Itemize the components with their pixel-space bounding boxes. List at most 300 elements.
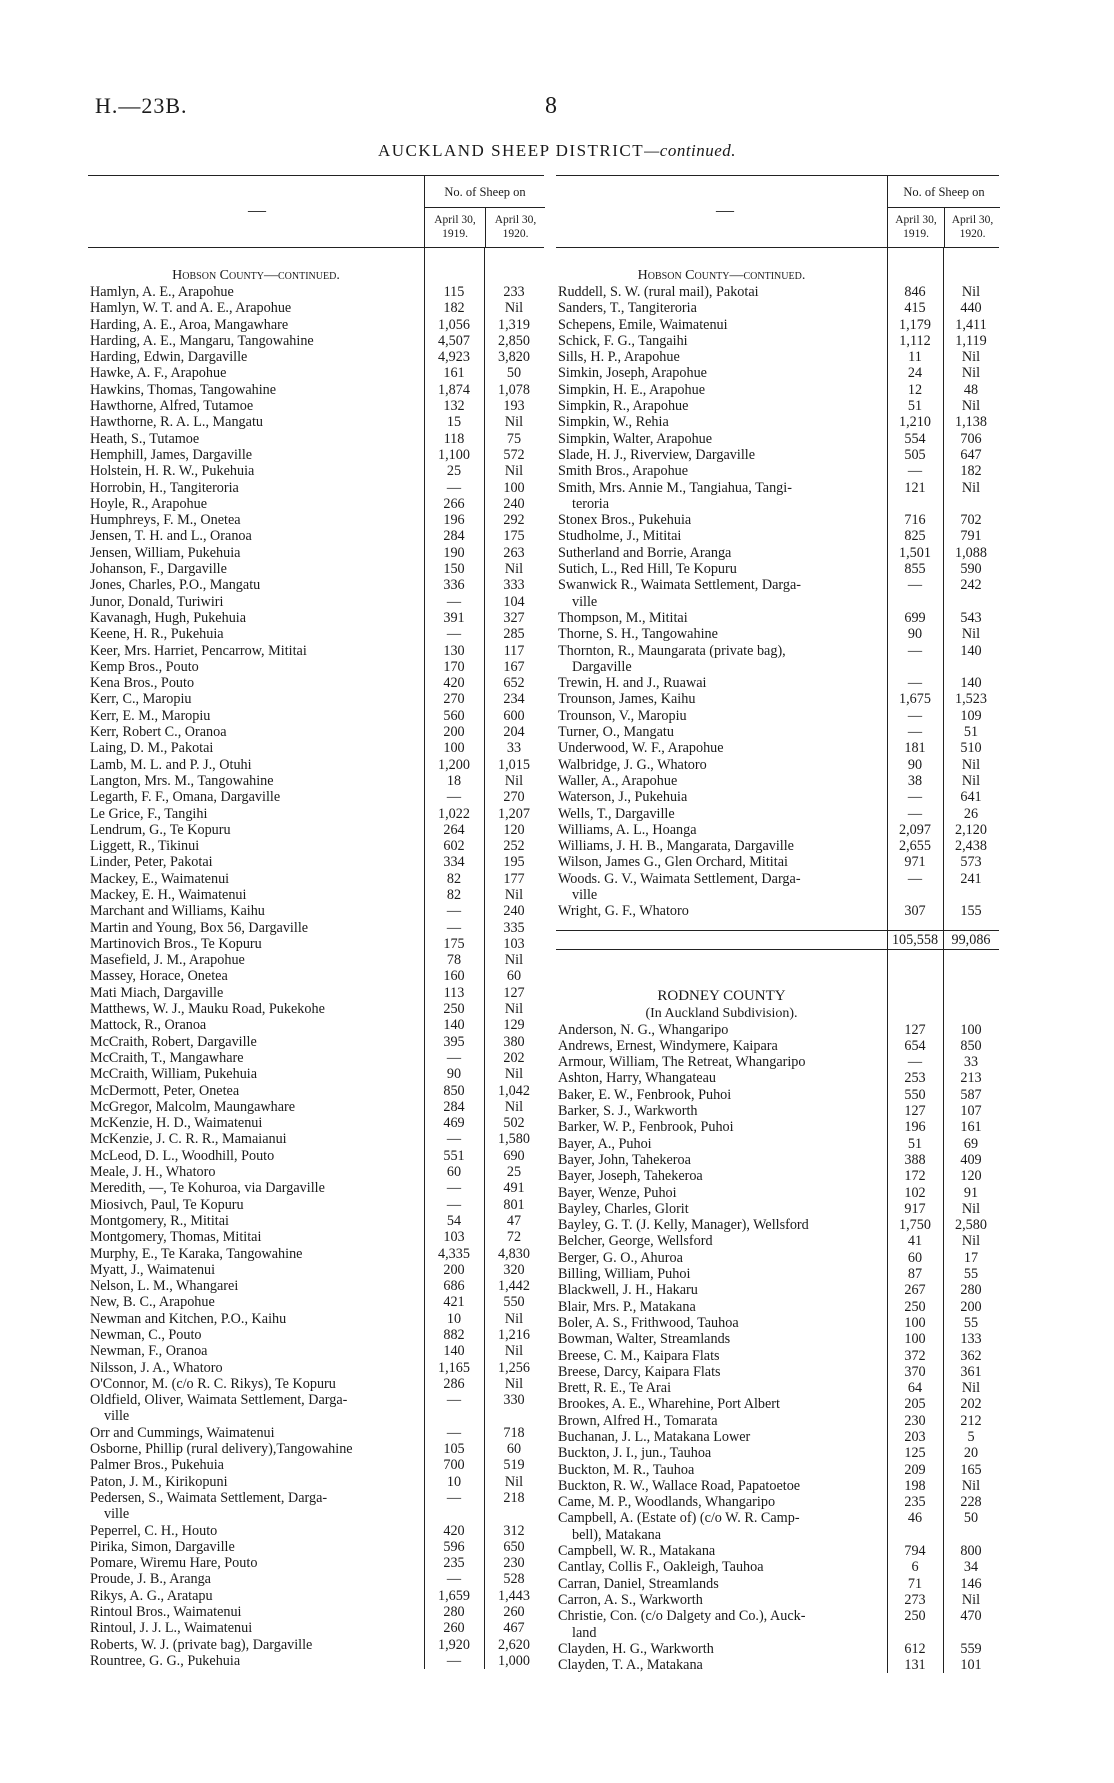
value-1919: 131 xyxy=(904,1657,926,1674)
left-section-title: Hobson County—continued. xyxy=(172,268,340,283)
entry-name-text: Anderson, N. G., Whangaripo xyxy=(558,1021,729,1038)
table-row xyxy=(88,1148,544,1164)
value-1919: 846 xyxy=(904,284,926,300)
entry-name xyxy=(88,1620,424,1636)
entry-name xyxy=(88,333,424,349)
entry-name-text: McGregor, Malcolm, Maungawhare xyxy=(90,1098,296,1115)
value-1920: 333 xyxy=(503,577,525,594)
entry-name xyxy=(556,1462,887,1478)
value-1919: 113 xyxy=(443,984,465,1001)
value-1920: 212 xyxy=(960,1412,982,1429)
table-row xyxy=(88,838,544,854)
entry-name-text: Stonex Bros., Pukehuia xyxy=(558,512,692,529)
entry-name xyxy=(556,1233,887,1249)
value-1919: 421 xyxy=(443,1294,465,1311)
entry-name xyxy=(556,643,887,676)
table-row xyxy=(88,528,544,544)
section-gap xyxy=(556,950,999,988)
entry-name xyxy=(88,789,424,805)
value-1919: 105 xyxy=(443,1441,465,1458)
table-row xyxy=(88,1474,544,1490)
entry-name-text: Thorne, S. H., Tangowahine xyxy=(558,626,718,643)
value-1920: Nil xyxy=(504,1473,524,1490)
table-row xyxy=(556,1510,999,1543)
entry-name xyxy=(88,561,424,577)
table-row xyxy=(88,1571,544,1587)
entry-name xyxy=(556,1315,887,1331)
value-1920: Nil xyxy=(961,349,981,366)
entry-name-text: Horrobin, H., Tangiteroria xyxy=(90,479,239,496)
entry-name xyxy=(556,675,887,691)
value-1920: 1,216 xyxy=(498,1327,530,1343)
table-row xyxy=(88,822,544,838)
entry-name-text: Rountree, G. G., Pukehuia xyxy=(90,1652,241,1669)
entry-name-text: Mati Miach, Dargaville xyxy=(90,984,224,1001)
entry-name-text: Boler, A. S., Frithwood, Tauhoa xyxy=(558,1314,739,1331)
value-1920: 491 xyxy=(503,1180,525,1197)
entry-name xyxy=(88,1001,424,1017)
value-1919: 794 xyxy=(904,1543,926,1560)
table-row xyxy=(88,1620,544,1636)
value-1919: 420 xyxy=(443,675,465,692)
table-row xyxy=(556,871,999,904)
table-row xyxy=(556,1348,999,1364)
entry-name xyxy=(88,545,424,561)
table-row xyxy=(556,577,999,610)
value-1919: — xyxy=(907,1054,923,1071)
entry-name-text: Harding, A. E., Aroa, Mangawhare xyxy=(90,316,289,333)
value-1919: 130 xyxy=(443,642,465,659)
entry-name-text: Simpkin, W., Rehia xyxy=(558,414,669,431)
entry-name-text: Thompson, M., Mititai xyxy=(558,609,688,626)
value-1920: 104 xyxy=(503,593,525,610)
table-row xyxy=(556,1054,999,1070)
entry-name xyxy=(88,1637,424,1653)
value-1920: 228 xyxy=(960,1494,982,1511)
table-row xyxy=(88,398,544,414)
value-1920: 252 xyxy=(503,838,525,855)
entry-name xyxy=(556,1576,887,1592)
value-1919: 182 xyxy=(443,300,465,317)
left-header-group-title: No. of Sheep on xyxy=(444,185,526,199)
entry-name xyxy=(556,789,887,805)
value-1920: 1,411 xyxy=(955,316,987,333)
value-1919: 90 xyxy=(907,756,923,773)
table-row xyxy=(556,1462,999,1478)
entry-name-continuation: ville xyxy=(572,593,598,610)
entry-name xyxy=(556,414,887,430)
entry-name xyxy=(556,1152,887,1168)
page-number: 8 xyxy=(545,93,557,119)
entry-name xyxy=(88,1441,424,1457)
value-1919: — xyxy=(446,903,462,920)
document-code: H.—23B. xyxy=(95,93,188,118)
value-1919: 121 xyxy=(904,479,926,496)
entry-name xyxy=(88,1115,424,1131)
entry-name xyxy=(88,512,424,528)
table-row xyxy=(88,349,544,365)
value-1920: 100 xyxy=(503,479,525,496)
right-column xyxy=(556,175,999,1673)
table-row xyxy=(556,528,999,544)
entry-name-text: Nilsson, J. A., Whatoro xyxy=(90,1359,223,1376)
entry-name-text: Clayden, T. A., Matakana xyxy=(558,1657,703,1674)
value-1919: 25 xyxy=(446,463,462,480)
value-1920: 550 xyxy=(503,1294,525,1311)
value-1919: 175 xyxy=(443,935,465,952)
value-1919: 699 xyxy=(904,609,926,626)
value-1920: 25 xyxy=(506,1164,522,1181)
entry-name xyxy=(556,1559,887,1575)
value-1919: 388 xyxy=(904,1151,926,1168)
value-1919: 550 xyxy=(904,1086,926,1103)
table-row xyxy=(88,300,544,316)
entry-name-text: Buckton, M. R., Tauhoa xyxy=(558,1461,695,1478)
value-1919: 51 xyxy=(907,1135,923,1152)
entry-name-text: Belcher, George, Wellsford xyxy=(558,1233,713,1250)
value-1920: 140 xyxy=(960,642,982,659)
value-1920: 2,580 xyxy=(955,1217,987,1234)
table-row xyxy=(556,1576,999,1592)
value-1919: 18 xyxy=(446,772,462,789)
value-1919: 1,659 xyxy=(438,1587,470,1604)
value-1920: 107 xyxy=(960,1103,982,1120)
entry-name-text: Armour, William, The Retreat, Whangaripo xyxy=(558,1054,806,1071)
value-1920: 543 xyxy=(960,609,982,626)
entry-name-continuation: Dargaville xyxy=(572,658,632,675)
entry-name-continuation: bell), Matakana xyxy=(572,1526,662,1543)
right-table-body xyxy=(556,248,999,1673)
value-1919: — xyxy=(907,675,923,692)
table-row xyxy=(88,1457,544,1473)
right-header-group-title: No. of Sheep on xyxy=(903,185,985,199)
table-row xyxy=(556,349,999,365)
value-1920: 361 xyxy=(960,1363,982,1380)
left-column xyxy=(88,175,544,1669)
page-title xyxy=(0,141,1114,161)
entry-name-text: Kemp Bros., Pouto xyxy=(90,658,199,675)
value-1919: 102 xyxy=(904,1184,926,1201)
value-1919: 1,200 xyxy=(438,756,470,773)
entry-name-text: Kena Bros., Pouto xyxy=(90,675,195,692)
entry-name xyxy=(556,740,887,756)
entry-name xyxy=(88,920,424,936)
entry-name xyxy=(556,284,887,300)
value-1920: 652 xyxy=(503,675,525,692)
value-1920: 2,620 xyxy=(498,1636,530,1653)
value-1920: 120 xyxy=(960,1168,982,1185)
value-1920: 72 xyxy=(506,1229,522,1246)
value-1920: Nil xyxy=(504,1343,524,1360)
entry-name-text: Williams, J. H. B., Mangarata, Dargaville xyxy=(558,838,794,855)
entry-name-text: Bayer, A., Puhoi xyxy=(558,1135,652,1152)
entry-name xyxy=(88,724,424,740)
entry-name-text: Kerr, Robert C., Oranoa xyxy=(90,724,227,741)
entry-name-text: Hawke, A. F., Arapohue xyxy=(90,365,227,382)
table-row xyxy=(88,936,544,952)
entry-name-text: Pirika, Simon, Dargaville xyxy=(90,1538,235,1555)
entry-name-text: Hemphill, James, Dargaville xyxy=(90,446,253,463)
entry-name xyxy=(556,1168,887,1184)
table-row xyxy=(88,903,544,919)
entry-name-text: Campbell, W. R., Matakana xyxy=(558,1543,716,1560)
entry-name-text: Sutich, L., Red Hill, Te Kopuru xyxy=(558,561,737,578)
entry-name xyxy=(88,952,424,968)
value-1920: 573 xyxy=(960,854,982,871)
entry-name xyxy=(88,1246,424,1262)
table-row xyxy=(88,1180,544,1196)
value-1920: 791 xyxy=(960,528,982,545)
table-row xyxy=(88,1604,544,1620)
value-1920: 69 xyxy=(963,1135,979,1152)
entry-name-text: Mattock, R., Oranoa xyxy=(90,1017,207,1034)
value-1920: Nil xyxy=(504,414,524,431)
value-1920: 572 xyxy=(503,446,525,463)
entry-name-text: Trounson, V., Maropiu xyxy=(558,707,687,724)
entry-name xyxy=(88,854,424,870)
table-row xyxy=(556,708,999,724)
entry-name-text: Smith, Mrs. Annie M., Tangiahua, Tangi- xyxy=(558,479,792,496)
value-1919: 1,750 xyxy=(899,1217,931,1234)
entry-name-text: Williams, A. L., Hoanga xyxy=(558,821,697,838)
table-row xyxy=(556,1608,999,1641)
table-row xyxy=(556,1494,999,1510)
value-1920: 800 xyxy=(960,1543,982,1560)
entry-name-text: Underwood, W. F., Arapohue xyxy=(558,740,724,757)
value-1919: 203 xyxy=(904,1429,926,1445)
entry-name-text: Waller, A., Arapohue xyxy=(558,772,678,789)
value-1920: 270 xyxy=(503,789,525,806)
entry-name xyxy=(556,854,887,870)
value-1919: 2,655 xyxy=(899,838,931,855)
entry-name-text: Breese, Darcy, Kaipara Flats xyxy=(558,1363,721,1380)
entry-name xyxy=(556,903,887,919)
value-1920: 2,850 xyxy=(498,332,530,349)
value-1919: 196 xyxy=(443,512,465,529)
value-1919: 6 xyxy=(911,1559,919,1576)
table-row xyxy=(556,317,999,333)
right-header-dash: — xyxy=(716,200,734,220)
value-1919: 395 xyxy=(443,1033,465,1050)
value-1919: 230 xyxy=(904,1412,926,1429)
entry-name-text: McKenzie, H. D., Waimatenui xyxy=(90,1115,263,1132)
entry-name xyxy=(88,610,424,626)
entry-name-text: Meale, J. H., Whatoro xyxy=(90,1164,216,1181)
value-1920: 285 xyxy=(503,626,525,643)
table-row xyxy=(556,1022,999,1038)
entry-name xyxy=(556,724,887,740)
entry-name xyxy=(88,1490,424,1523)
value-1919: — xyxy=(446,626,462,643)
entry-name xyxy=(556,1364,887,1380)
entry-name xyxy=(88,1213,424,1229)
value-1919: 825 xyxy=(904,528,926,545)
table-row xyxy=(556,1136,999,1152)
entry-name-text: Swanwick R., Waimata Settlement, Darga- xyxy=(558,577,802,594)
entry-name xyxy=(88,1588,424,1604)
entry-name xyxy=(556,1217,887,1233)
value-1920: 1,523 xyxy=(955,691,987,708)
value-1919: — xyxy=(907,707,923,724)
table-row xyxy=(88,1229,544,1245)
entry-name xyxy=(556,610,887,626)
table-row xyxy=(88,1425,544,1441)
entry-name-text: McCraith, T., Mangawhare xyxy=(90,1049,244,1066)
value-1920: 510 xyxy=(960,740,982,757)
value-1919: 336 xyxy=(443,577,465,594)
entry-name xyxy=(556,871,887,904)
entry-name-text: Hamlyn, A. E., Arapohue xyxy=(90,284,234,300)
entry-name-text: Carran, Daniel, Streamlands xyxy=(558,1575,719,1592)
entry-name xyxy=(556,822,887,838)
value-1919: 161 xyxy=(443,365,465,382)
table-row xyxy=(88,1262,544,1278)
table-row xyxy=(88,773,544,789)
entry-name xyxy=(88,1164,424,1180)
value-1920: 1,319 xyxy=(498,316,530,333)
value-1919: 654 xyxy=(904,1037,926,1054)
entry-name-text: Wilson, James G., Glen Orchard, Mititai xyxy=(558,854,788,871)
table-row xyxy=(556,1364,999,1380)
value-1919: 307 xyxy=(904,903,926,920)
entry-name xyxy=(556,480,887,513)
value-1920: 75 xyxy=(506,430,522,447)
entry-name-text: Barker, W. P., Fenbrook, Puhoi xyxy=(558,1119,734,1136)
value-1919: 200 xyxy=(443,724,465,741)
table-row xyxy=(88,447,544,463)
entry-name xyxy=(88,284,424,300)
entry-name xyxy=(88,1262,424,1278)
entry-name xyxy=(556,317,887,333)
entry-name xyxy=(556,1201,887,1217)
total-row xyxy=(556,930,999,950)
entry-name xyxy=(556,1608,887,1641)
table-row xyxy=(556,1282,999,1298)
entry-name xyxy=(88,1278,424,1294)
value-1919: 469 xyxy=(443,1115,465,1132)
value-1919: 160 xyxy=(443,968,465,985)
value-1919: 260 xyxy=(443,1620,465,1637)
entry-name-text: Keene, H. R., Pukehuia xyxy=(90,626,224,643)
value-1919: 716 xyxy=(904,512,926,529)
value-1919: 196 xyxy=(904,1119,926,1136)
value-1920: 155 xyxy=(960,903,982,920)
entry-name xyxy=(556,1266,887,1282)
entry-name-text: Studholme, J., Mititai xyxy=(558,528,682,545)
table-row xyxy=(556,1185,999,1201)
entry-name xyxy=(88,382,424,398)
entry-name xyxy=(556,1380,887,1396)
entry-name-text: Laing, D. M., Pakotai xyxy=(90,740,214,757)
value-1920: 60 xyxy=(506,968,522,985)
value-1920: 587 xyxy=(960,1086,982,1103)
entry-name xyxy=(88,1066,424,1082)
value-1919: 267 xyxy=(904,1282,926,1299)
value-1919: 82 xyxy=(446,886,462,903)
value-1919: 54 xyxy=(446,1212,462,1229)
value-1920: Nil xyxy=(504,886,524,903)
entry-name-text: Hawthorne, R. A. L., Mangatu xyxy=(90,414,263,431)
value-1919: — xyxy=(907,724,923,741)
value-1920: 470 xyxy=(960,1608,982,1625)
entry-name xyxy=(556,1282,887,1298)
value-1920: 161 xyxy=(960,1119,982,1136)
entry-name-text: Barker, S. J., Warkworth xyxy=(558,1103,698,1120)
value-1920: Nil xyxy=(961,398,981,415)
value-1920: 335 xyxy=(503,919,525,936)
entry-name xyxy=(88,349,424,365)
value-1920: 218 xyxy=(503,1489,525,1506)
value-1920: 140 xyxy=(960,675,982,692)
table-row xyxy=(556,1168,999,1184)
table-row xyxy=(88,414,544,430)
value-1919: 554 xyxy=(904,430,926,447)
left-header-col-1920: April 30, 1920. xyxy=(485,207,545,247)
entry-name xyxy=(88,1653,424,1669)
value-1919: 41 xyxy=(907,1233,923,1250)
entry-name-text: Billing, William, Puhoi xyxy=(558,1266,691,1283)
value-1920: Nil xyxy=(504,772,524,789)
total-label-spacer xyxy=(556,931,887,949)
entry-name xyxy=(88,1197,424,1213)
entry-name-text: Thornton, R., Maungarata (private bag), xyxy=(558,642,786,659)
table-row xyxy=(556,1641,999,1657)
table-row xyxy=(88,740,544,756)
entry-name xyxy=(88,447,424,463)
value-1920: Nil xyxy=(961,1591,981,1608)
entry-name xyxy=(88,1523,424,1539)
table-row xyxy=(556,1543,999,1559)
entry-name-text: Holstein, H. R. W., Pukehuia xyxy=(90,463,255,480)
table-row xyxy=(556,854,999,870)
left-header-dash: — xyxy=(248,200,266,220)
entry-name-text: Hoyle, R., Arapohue xyxy=(90,495,208,512)
table-row xyxy=(556,1559,999,1575)
total-1920: 99,086 xyxy=(951,931,991,948)
entry-name xyxy=(88,1343,424,1359)
entry-name-text: Berger, G. O., Ahuroa xyxy=(558,1249,683,1266)
table-row xyxy=(556,903,999,919)
entry-name xyxy=(88,594,424,610)
entry-name-text: Rintoul Bros., Waimatenui xyxy=(90,1604,242,1621)
value-1920: 100 xyxy=(960,1021,982,1038)
value-1920: 702 xyxy=(960,512,982,529)
entry-name-text: Kavanagh, Hugh, Pukehuia xyxy=(90,609,247,626)
table-row xyxy=(556,1038,999,1054)
entry-name xyxy=(556,1657,887,1673)
value-1919: 1,675 xyxy=(899,691,931,708)
entry-name-text: Montgomery, R., Mititai xyxy=(90,1212,229,1229)
table-row xyxy=(556,773,999,789)
entry-name xyxy=(88,365,424,381)
entry-name xyxy=(88,398,424,414)
entry-name-text: Simkin, Joseph, Arapohue xyxy=(558,365,707,382)
table-row xyxy=(556,724,999,740)
value-1919: 4,335 xyxy=(438,1245,470,1262)
entry-name xyxy=(556,1348,887,1364)
table-row xyxy=(556,431,999,447)
value-1919: 266 xyxy=(443,495,465,512)
value-1919: 4,507 xyxy=(438,332,470,349)
entry-name xyxy=(88,480,424,496)
value-1920: Nil xyxy=(504,1375,524,1392)
value-1920: Nil xyxy=(961,284,981,300)
value-1919: 51 xyxy=(907,398,923,415)
value-1919: 1,165 xyxy=(438,1359,470,1376)
table-row xyxy=(88,968,544,984)
value-1920: 240 xyxy=(503,903,525,920)
table-row xyxy=(88,1555,544,1571)
